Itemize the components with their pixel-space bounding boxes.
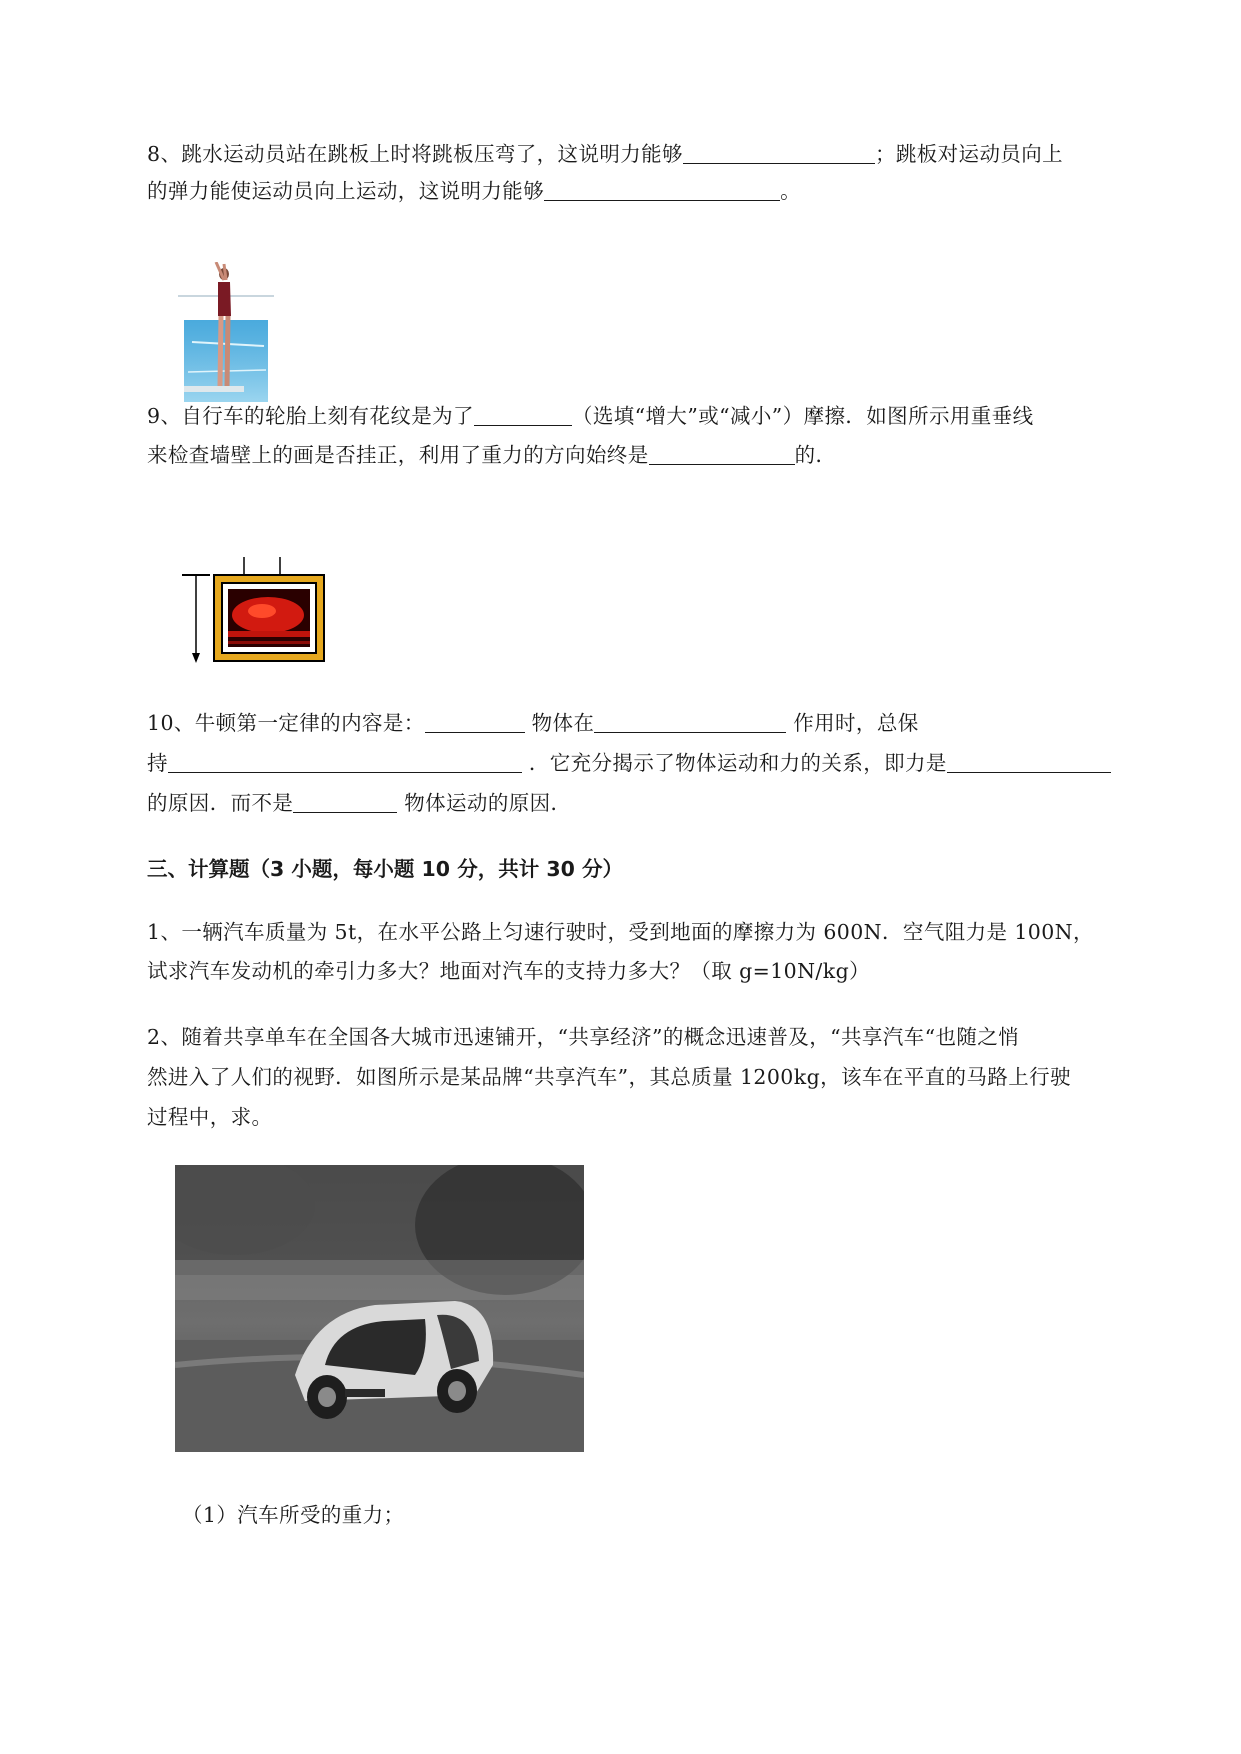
diver-figure [178, 262, 274, 402]
q8-line1-text: 8、跳水运动员站在跳板上时将跳板压弯了，这说明力能够 [147, 142, 683, 166]
c2-line2: 然进入了人们的视野．如图所示是某品牌“共享汽车”，其总质量 1200kg，该车在平直的马路上行驶 [147, 1065, 1071, 1089]
shared-car-image [175, 1165, 584, 1452]
c1-line1: 1、一辆汽车质量为 5t，在水平公路上匀速行驶时，受到地面的摩擦力为 600N．空气阻力是 100N， [147, 920, 1094, 944]
q8-line2 [147, 177, 801, 205]
q10-line2-text: 持 [147, 751, 168, 775]
q8-blank-1[interactable] [683, 143, 875, 164]
section-heading: 三、计算题（3 小题，每小题 10 分，共计 30 分） [147, 857, 624, 881]
q9-blank-2[interactable] [649, 444, 795, 465]
q10-line1-tail: 作用时，总保 [793, 711, 919, 735]
diver-image [178, 262, 274, 402]
q10-blank-1[interactable] [425, 712, 525, 733]
q10-line3-tail: 物体运动的原因． [404, 791, 572, 815]
q9-line2-text: 来检查墙壁上的画是否挂正，利用了重力的方向始终是 [147, 443, 649, 467]
q9-line1-text: 9、自行车的轮胎上刻有花纹是为了 [147, 404, 474, 428]
c2-line3: 过程中，求。 [147, 1105, 273, 1129]
plumb-line-image [176, 555, 340, 667]
plumb-line-figure [176, 555, 340, 667]
q9-line1 [147, 402, 1033, 430]
c1-line2: 试求汽车发动机的牵引力多大？地面对汽车的支持力多大？（取 g=10N/kg） [147, 959, 870, 983]
q8-line2-tail: 。 [780, 179, 802, 203]
q9-blank-1[interactable] [474, 405, 572, 426]
q8-line1-tail: ；跳板对运动员向上 [874, 142, 1064, 166]
q10-line2-mid: ．它充分揭示了物体运动和力的关系，即力是 [528, 751, 947, 775]
q9-line2 [147, 441, 836, 469]
q9-line1-tail: （选填“增大”或“减小”）摩擦．如图所示用重垂线 [571, 404, 1034, 428]
q10-blank-2[interactable] [594, 712, 786, 733]
q9-line2-tail: 的． [794, 443, 837, 467]
q10-line3-text: 的原因．而不是 [147, 791, 294, 815]
q10-line3 [147, 789, 571, 817]
c2-sub1: （1）汽车所受的重力； [182, 1503, 405, 1527]
q10-blank-4[interactable] [947, 752, 1111, 773]
q8-line1 [147, 140, 1063, 168]
q8-line2-text: 的弹力能使运动员向上运动，这说明力能够 [147, 179, 545, 203]
shared-car-photo [175, 1165, 584, 1452]
q10-blank-3[interactable] [168, 752, 522, 773]
q10-blank-5[interactable] [293, 792, 397, 813]
q10-line2 [147, 749, 1111, 777]
q10-line1-text: 10、牛顿第一定律的内容是： [147, 711, 425, 735]
q10-line1 [147, 709, 919, 737]
c2-line1: 2、随着共享单车在全国各大城市迅速铺开，“共享经济”的概念迅速普及，“共享汽车“也随之悄 [147, 1025, 1020, 1049]
q8-blank-2[interactable] [544, 180, 780, 201]
q10-line1-mid: 物体在 [531, 711, 595, 735]
